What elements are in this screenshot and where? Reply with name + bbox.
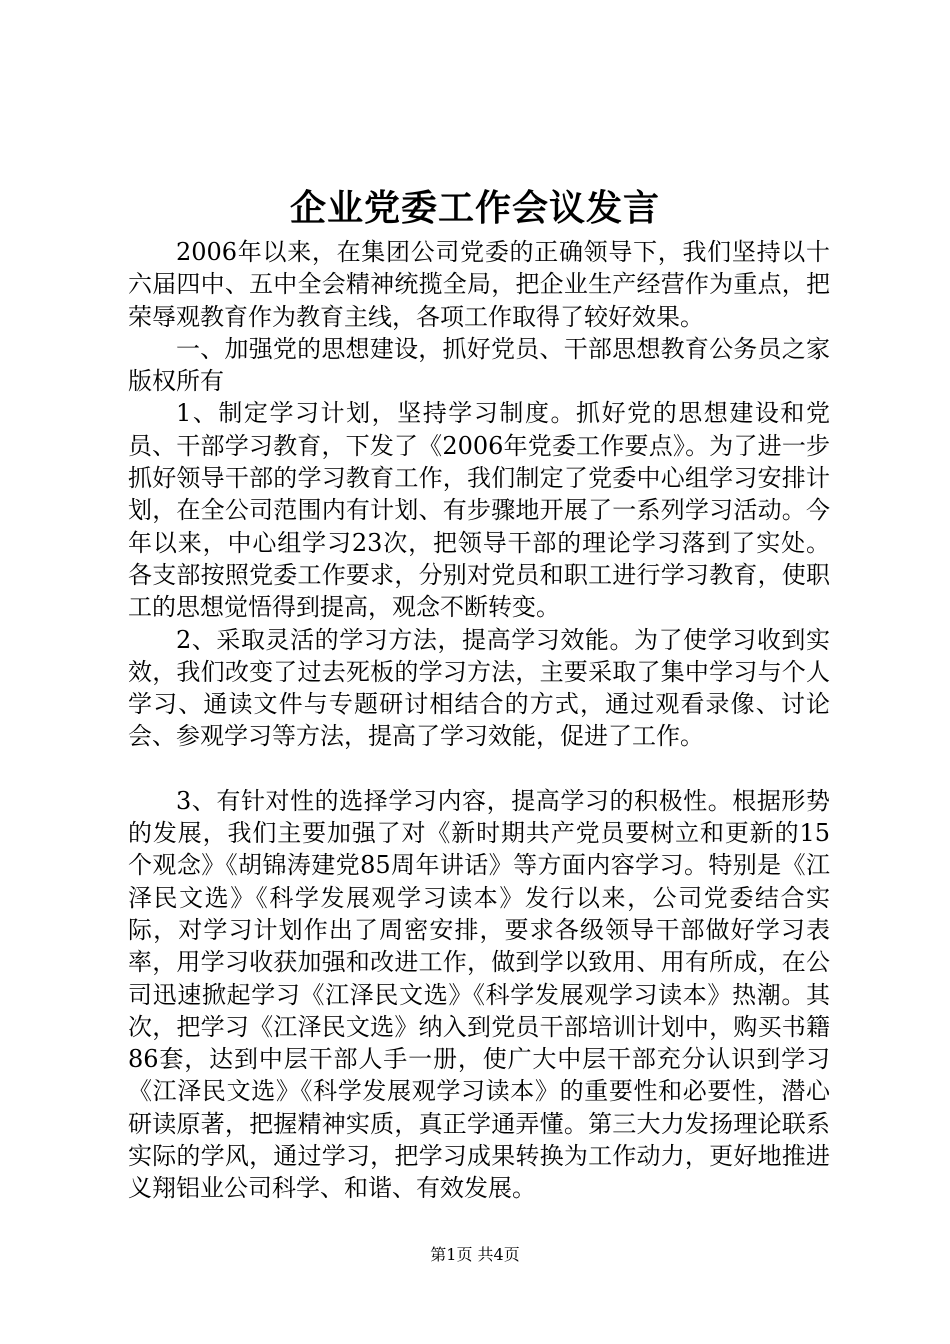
paragraph-intro: 2006年以来，在集团公司党委的正确领导下，我们坚持以十六届四中、五中全会精神统揽全局，把企业生产经营作为重点，把荣辱观教育作为教育主线，各项工作取得了较好效果。	[128, 238, 830, 331]
document-title: 企业党委工作会议发言	[289, 187, 660, 229]
paragraph-item-1: 1、制定学习计划，坚持学习制度。抓好党的思想建设和党员、干部学习教育，下发了《2006年党委工作要点》。为了进一步抓好领导干部的学习教育工作，我们制定了党委中心组学习安排计划，在全公司范围内有计划、有步骤地开展了一系列学习活动。今年以来，中心组学习23次，把领导干部的理论学习落到了实处。各支部按照党委工作要求，分别对党员和职工进行学习教育，使职工的思想觉悟得到提高，观念不断转变。	[128, 399, 830, 622]
paragraph-item-2: 2、采取灵活的学习方法，提高学习效能。为了使学习收到实效，我们改变了过去死板的学习方法，主要采取了集中学习与个人学习、通读文件与专题研讨相结合的方式，通过观看录像、讨论会、参观学习等方法，提高了学习效能，促进了工作。	[128, 625, 830, 751]
page-number-footer: 第1页 共4页	[430, 1245, 520, 1264]
paragraph-item-3: 3、有针对性的选择学习内容，提高学习的积极性。根据形势的发展，我们主要加强了对《新时期共产党员要树立和更新的15个观念》《胡锦涛建党85周年讲话》等方面内容学习。特别是《江泽民文选》《科学发展观学习读本》发行以来，公司党委结合实际，对学习计划作出了周密安排，要求各级领导干部做好学习表率，用学习收获加强和改进工作，做到学以致用、用有所成，在公司迅速掀起学习《江泽民文选》《科学发展观学习读本》热潮。其次，把学习《江泽民文选》纳入到党员干部培训计划中，购买书籍86套，达到中层干部人手一册，使广大中层干部充分认识到学习《江泽民文选》《科学发展观学习读本》的重要性和必要性，潜心研读原著，把握精神实质，真正学通弄懂。第三大力发扬理论联系实际的学风，通过学习，把学习成果转换为工作动力，更好地推进义翔铝业公司科学、和谐、有效发展。	[128, 786, 830, 1203]
paragraph-section-heading: 一、加强党的思想建设，抓好党员、干部思想教育公务员之家版权所有	[128, 334, 830, 396]
document-body	[128, 236, 830, 1205]
